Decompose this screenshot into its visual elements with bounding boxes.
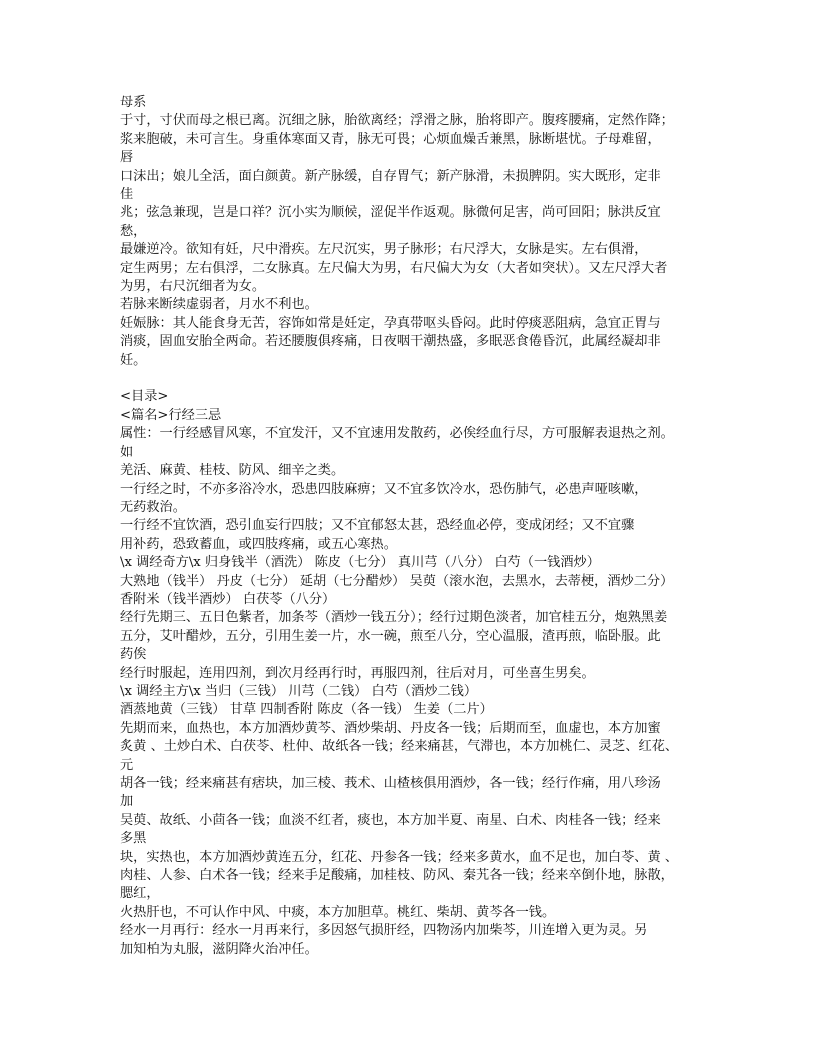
text-line: 元 <box>120 757 134 773</box>
text-line: \x 调经奇方\x 归身钱半（酒洗） 陈皮（七分） 真川芎（八分） 白芍（一钱酒炒） <box>120 555 600 571</box>
text-line: \x 调经主方\x 当归（三钱） 川芎（二钱） 白芍（酒炒二钱） <box>120 683 478 699</box>
text-line: 于寸，寸伏而母之根已离。沉细之脉，胎欲离经；浮滑之脉，胎将即产。腹疼腰痛，定然作降； <box>120 113 674 129</box>
text-line: 经行时服起，连用四剂，到次月经再行时，再服四剂，往后对月，可坐喜生男矣。 <box>120 665 595 681</box>
text-line: 用补药，恐致蓄血，或四肢疼痛，或五心寒热。 <box>120 536 397 552</box>
text-line: 酒蒸地黄（三钱） 甘草 四制香附 陈皮（各一钱） 生姜（二片） <box>120 702 493 718</box>
text-line: 唇 <box>120 150 134 166</box>
text-line: <篇名>行经三忌 <box>120 407 222 423</box>
text-line: 大熟地（钱半） 丹皮（七分） 延胡（七分醋炒） 吴萸（滚水泡，去黑水，去蒂梗，酒炒二分） <box>120 573 674 589</box>
text-line: 块，实热也，本方加酒炒黄连五分，红花、丹参各一钱；经来多黄水，血不足也，加白苓、黄 、 <box>120 849 679 865</box>
section-gap <box>120 370 700 388</box>
text-line: 如 <box>120 444 134 460</box>
text-line: 香附米（钱半酒炒） 白茯苓（八分） <box>120 591 336 607</box>
document-page <box>120 94 700 959</box>
text-line: 经水一月再行：经水一月再来行，多因怒气损肝经，四物汤内加柴芩，川连增入更为灵。另 <box>120 923 648 939</box>
text-line: 愁， <box>120 223 147 239</box>
text-line: 加 <box>120 794 134 810</box>
text-line: 吴萸、故纸、小茴各一钱；血淡不红者，痰也，本方加半夏、南星、白术、肉桂各一钱；经来 <box>120 812 661 828</box>
text-line: 若脉来断续虚弱者，月水不利也。 <box>120 297 318 313</box>
text-line: 一行经之时，不亦多浴冷水，恐患四肢麻痹；又不宜多饮冷水，恐伤肺气，必患声哑咳嗽， <box>120 481 648 497</box>
text-line: 火热肝也，不可认作中风、中痰，本方加胆草。桃红、柴胡、黄芩各一钱。 <box>120 904 556 920</box>
text-line: 兆；弦急兼现，岂是口祥？沉小实为顺候，涩促半作返观。脉微何足害，尚可回阳；脉洪反宜 <box>120 205 661 221</box>
text-line: 肉桂、人参、白术各一钱；经来手足酸痛，加桂枝、防风、秦艽各一钱；经来卒倒仆地，脉散， <box>120 868 674 884</box>
text-line: 五分，艾叶醋炒，五分，引用生姜一片，水一碗，煎至八分，空心温服，渣再煎，临卧服。此 <box>120 628 661 644</box>
text-line: 妊。 <box>120 352 147 368</box>
text-line: 属性：一行经感冒风寒，不宜发汗，又不宜速用发散药，必俟经血行尽，方可服解表退热之剂。 <box>120 426 674 442</box>
text-line: 经行先期三、五日色紫者，加条芩（酒炒一钱五分）；经行过期色淡者，加官桂五分，炮熟黑姜 <box>120 610 668 626</box>
text-line: 胡各一钱；经来痛甚有痞块，加三棱、莪术、山楂核俱用酒炒，各一钱；经行作痛，用八珍汤 <box>120 776 661 792</box>
text-line: 腮红， <box>120 886 160 902</box>
text-line: 先期而来，血热也，本方加酒炒黄芩、酒炒柴胡、丹皮各一钱；后期而至，血虚也，本方加蜜 <box>120 720 661 736</box>
text-line: 多黑 <box>120 831 147 847</box>
section-three-taboos <box>120 388 700 959</box>
text-line: 定生两男；左右俱浮，二女脉真。左尺偏大为男，右尺偏大为女（大者如突状）。又左尺浮大者 <box>120 260 668 276</box>
text-line: 浆来胞破，未可言生。身重体寒面又青，脉无可畏；心烦血燥舌兼黑，脉断堪忧。子母难留， <box>120 131 661 147</box>
text-line: 最嫌逆冷。欲知有妊，尺中滑疾。左尺沉实，男子脉形；右尺浮大，女脉是实。左右俱滑， <box>120 242 648 258</box>
text-line: 妊娠脉：其人能食身无苦，容饰如常是妊定，孕真带呕头昏闷。此时停痰恶阻病，急宜正胃与 <box>120 315 661 331</box>
text-line: 炙黄 、土炒白术、白茯苓、杜仲、故纸各一钱；经来痛甚，气滞也，本方加桃仁、灵芝、红花、 <box>120 739 679 755</box>
text-line: <目录> <box>120 389 169 405</box>
section-mother-pulse <box>120 94 700 370</box>
text-line: 无药救治。 <box>120 499 186 515</box>
text-line: 消痰，固血安胎全两命。若还腰腹俱疼痛，日夜咽干潮热盛，多眠恶食倦昏沉，此属经凝却非 <box>120 334 661 350</box>
text-line: 一行经不宜饮酒，恐引血妄行四肢；又不宜郁怒太甚，恐经血必停，变成闭经；又不宜骤 <box>120 518 635 534</box>
text-line: 药俟 <box>120 647 147 663</box>
text-line: 为男，右尺沉细者为女。 <box>120 279 266 295</box>
text-line: 羌活、麻黄、桂枝、防风、细辛之类。 <box>120 463 345 479</box>
text-line: 母系 <box>120 95 147 110</box>
text-line: 加知柏为丸服，滋阴降火治冲任。 <box>120 941 318 957</box>
text-line: 口沫出；娘儿全活，面白颜黄。新产脉缓，自存胃气；新产脉滑，未损脾阴。实大既形，定非 <box>120 168 661 184</box>
text-line: 佳 <box>120 187 134 203</box>
